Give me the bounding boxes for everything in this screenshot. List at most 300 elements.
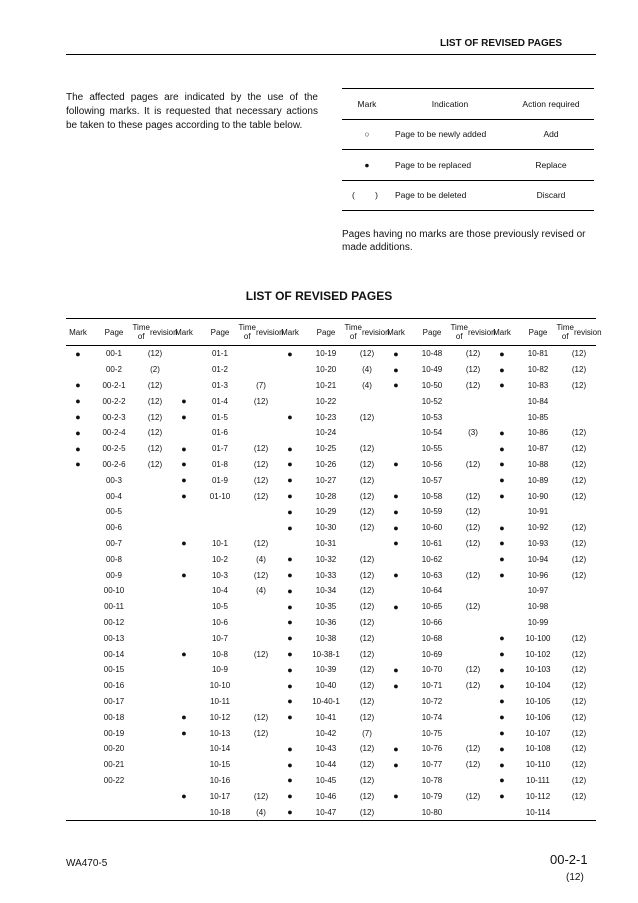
cell-revision [244,694,278,710]
header-time-of-revision [238,319,284,345]
cell-mark: ● [287,775,293,786]
cell-page: 10-94 [527,554,549,564]
row-group [490,551,596,567]
row-group [66,757,172,773]
cell-mark [384,725,408,741]
row-group [172,504,278,520]
cell-page: 10-55 [421,444,443,454]
row-group [384,615,490,631]
cell-page: 10-3 [211,570,228,580]
cell-mark [66,615,90,631]
header-group [66,319,178,345]
cell-page: 10-28 [315,491,337,501]
cell-revision: (12) [465,523,481,533]
cell-page: 10-17 [209,791,231,801]
cell-revision: (7) [256,380,266,390]
row-group [490,441,596,457]
cell-page: 10-54 [421,428,443,438]
cell-page: 10-23 [315,412,337,422]
cell-mark: ● [393,759,399,770]
cell-mark: ● [499,491,505,502]
cell-revision: (12) [147,349,163,359]
cell-mark [490,583,514,599]
row-group [172,393,278,409]
cell-mark [66,662,90,678]
cell-mark [384,393,408,409]
cell-revision [456,694,490,710]
cell-revision: (12) [571,712,587,722]
cell-page: 10-89 [527,475,549,485]
cell-page: 10-103 [525,665,551,675]
row-group [490,425,596,441]
cell-revision: (12) [571,554,587,564]
cell-mark: ● [499,364,505,375]
cell-revision [244,425,278,441]
row-group [172,346,278,362]
cell-mark [66,551,90,567]
row-group [384,346,490,362]
cell-page: 00-20 [103,744,125,754]
cell-mark: ● [393,380,399,391]
cell-mark [172,773,196,789]
header-revision: revision [255,327,284,337]
cell-revision [138,520,172,536]
cell-page: 00-3 [105,475,122,485]
row-group [66,615,172,631]
cell-revision [456,646,490,662]
page-header-title: LIST OF REVISED PAGES [440,38,563,49]
cell-revision: (12) [571,696,587,706]
cell-revision: (12) [253,475,269,485]
cell-mark [172,804,196,820]
cell-page: 00-6 [105,523,122,533]
row-group [384,457,490,473]
cell-page: 01-7 [211,444,228,454]
row-group [278,773,384,789]
cell-page: 00-2-6 [102,459,126,469]
cell-page: 10-79 [421,791,443,801]
cell-mark: ● [499,743,505,754]
cell-revision: (4) [256,554,266,564]
row-group [384,678,490,694]
table-row [66,615,596,631]
row-group [384,488,490,504]
header-mark: Mark [69,327,87,337]
cell-page: 10-48 [421,349,443,359]
cell-page: 10-70 [421,665,443,675]
row-group [66,567,172,583]
cell-revision: (2) [150,365,160,375]
cell-mark: ● [393,538,399,549]
row-group [278,757,384,773]
row-group [66,378,172,394]
cell-revision: (12) [359,712,375,722]
cell-revision [350,393,384,409]
cell-revision [456,725,490,741]
row-group [278,709,384,725]
cell-page: 10-86 [527,428,549,438]
row-group [172,773,278,789]
cell-mark: ● [499,570,505,581]
row-group [490,725,596,741]
cell-revision [138,741,172,757]
cell-mark: ● [393,791,399,802]
legend-header-mark: Mark [342,89,392,120]
cell-mark [384,709,408,725]
cell-page: 00-2-2 [102,396,126,406]
cell-revision: (4) [256,586,266,596]
cell-mark [172,551,196,567]
cell-mark: ● [75,427,81,438]
cell-revision: (12) [465,744,481,754]
cell-mark [384,694,408,710]
cell-mark [66,472,90,488]
cell-revision: (12) [253,791,269,801]
row-group [490,709,596,725]
header-page: Page [316,327,336,337]
cell-revision [456,583,490,599]
cell-page: 10-111 [526,775,550,785]
cell-revision: (12) [359,744,375,754]
row-group [490,346,596,362]
cell-page: 00-2-1 [102,380,126,390]
cell-page: 10-32 [315,554,337,564]
row-group [278,504,384,520]
row-group [278,615,384,631]
cell-mark: ● [287,696,293,707]
cell-revision [244,630,278,646]
header-page: Page [422,327,442,337]
cell-revision: (12) [359,775,375,785]
table-row [66,757,596,773]
cell-mark: ● [75,380,81,391]
cell-page: 00-1 [105,349,122,359]
cell-revision: (12) [359,696,375,706]
cell-revision: (12) [571,380,587,390]
row-group [66,393,172,409]
row-group [66,583,172,599]
cell-mark [66,362,90,378]
cell-page: 10-40 [315,681,337,691]
cell-mark: ● [287,712,293,723]
cell-mark [490,393,514,409]
cell-revision: (12) [359,586,375,596]
cell-mark [384,773,408,789]
cell-page: 10-61 [421,538,443,548]
table-row [66,804,596,820]
table-row [66,346,596,362]
cell-mark: ● [499,538,505,549]
row-group [172,583,278,599]
cell-page: 00-12 [103,617,125,627]
cell-page: 10-50 [421,380,443,390]
cell-mark [172,599,196,615]
table-row [66,472,596,488]
cell-revision [138,804,172,820]
row-group [278,678,384,694]
cell-page: 10-12 [209,712,231,722]
cell-mark: ● [287,443,293,454]
row-group [278,567,384,583]
row-group [66,441,172,457]
cell-page: 10-59 [421,507,443,517]
table-row [66,630,596,646]
cell-mark: ● [75,459,81,470]
cell-mark: ● [287,649,293,660]
row-group [490,583,596,599]
table-row [66,567,596,583]
cell-revision [456,409,490,425]
cell-page: 10-58 [421,491,443,501]
table-body [66,346,596,820]
cell-mark: ● [287,570,293,581]
row-group [172,678,278,694]
row-group [490,741,596,757]
cell-mark [278,378,302,394]
row-group [490,662,596,678]
row-group [172,694,278,710]
cell-revision: (12) [359,791,375,801]
cell-page: 10-65 [421,602,443,612]
row-group [66,409,172,425]
cell-mark [66,646,90,662]
cell-revision: (12) [465,491,481,501]
cell-revision [562,393,596,409]
cell-mark [66,709,90,725]
row-group [278,741,384,757]
cell-revision [456,551,490,567]
cell-revision: (12) [465,349,481,359]
legend-note: Pages having no marks are those previously revised or made additions. [342,229,586,253]
cell-revision [138,678,172,694]
row-group [490,646,596,662]
cell-revision: (12) [359,475,375,485]
row-group [490,378,596,394]
cell-revision: (12) [465,681,481,691]
cell-revision: (12) [359,570,375,580]
cell-revision [138,662,172,678]
cell-revision [562,409,596,425]
cell-revision [350,536,384,552]
cell-revision [244,615,278,631]
cell-page: 10-81 [527,349,549,359]
row-group [384,788,490,804]
cell-mark: ● [499,427,505,438]
cell-page: 10-15 [209,760,231,770]
cell-revision: (12) [253,538,269,548]
row-group [172,662,278,678]
cell-page: 00-14 [103,649,125,659]
row-group [384,694,490,710]
row-group [384,630,490,646]
cell-page: 10-27 [315,475,337,485]
row-group [278,346,384,362]
row-group [384,646,490,662]
cell-page: 10-52 [421,396,443,406]
cell-mark: ● [393,364,399,375]
legend-mark-delete [342,180,392,211]
cell-mark [384,425,408,441]
header-page: Page [104,327,124,337]
cell-page: 10-1 [211,538,228,548]
cell-mark [66,536,90,552]
cell-page: 10-87 [527,444,549,454]
footer-revision: (12) [566,872,584,883]
cell-page [196,504,244,520]
cell-page: 10-114 [525,807,551,817]
cell-mark: ● [393,459,399,470]
cell-page: 10-24 [315,428,337,438]
cell-mark [490,409,514,425]
header-time-of: Time of [238,323,256,341]
row-group [384,725,490,741]
cell-mark: ● [499,522,505,533]
cell-revision: (12) [359,444,375,454]
table-row [66,488,596,504]
cell-revision: (12) [571,665,587,675]
cell-page: 10-68 [421,633,443,643]
cell-mark: ● [287,506,293,517]
legend-indication-delete: Page to be deleted [392,180,508,211]
cell-revision: (12) [571,791,587,801]
cell-revision: (12) [465,665,481,675]
cell-page: 01-1 [211,349,228,359]
cell-revision [138,472,172,488]
mark-legend-table [342,88,594,211]
cell-revision [456,441,490,457]
header-mark: Mark [387,327,405,337]
header-time-of: Time of [344,323,362,341]
table-row [66,741,596,757]
cell-page: 10-5 [211,602,228,612]
cell-mark: ● [499,443,505,454]
row-group [278,409,384,425]
row-group [278,520,384,536]
header-time-of-revision [132,319,178,345]
cell-revision [244,520,278,536]
row-group [66,694,172,710]
cell-page: 10-93 [527,538,549,548]
row-group [278,488,384,504]
cell-page: 10-63 [421,570,443,580]
header-revision: revision [361,327,390,337]
table-row [66,536,596,552]
row-group [490,678,596,694]
cell-revision [244,409,278,425]
row-group [278,646,384,662]
legend-header-indication: Indication [392,89,508,120]
cell-revision: (12) [147,459,163,469]
cell-mark: ● [499,475,505,486]
cell-revision [456,773,490,789]
cell-page: 10-34 [315,586,337,596]
cell-revision [138,646,172,662]
row-group [172,709,278,725]
row-group [66,662,172,678]
row-group [172,646,278,662]
cell-revision: (12) [359,349,375,359]
row-group [384,709,490,725]
cell-mark [66,678,90,694]
cell-revision: (12) [465,365,481,375]
cell-revision [350,425,384,441]
cell-revision: (12) [147,428,163,438]
cell-mark [66,741,90,757]
row-group [384,583,490,599]
cell-page: 10-14 [209,744,231,754]
cell-revision: (12) [147,396,163,406]
row-group [384,362,490,378]
row-group [384,741,490,757]
cell-mark [384,472,408,488]
cell-mark: ● [181,475,187,486]
cell-mark [172,362,196,378]
cell-revision [138,630,172,646]
row-group [66,773,172,789]
cell-page: 10-82 [527,365,549,375]
table-row [66,646,596,662]
header-page: Page [210,327,230,337]
row-group [490,457,596,473]
cell-mark [172,378,196,394]
cell-revision: (12) [253,570,269,580]
cell-mark: ● [287,348,293,359]
cell-mark [384,615,408,631]
cell-mark: ● [499,380,505,391]
cell-mark [172,678,196,694]
cell-mark: ● [499,554,505,565]
cell-revision [562,504,596,520]
row-group [66,551,172,567]
row-group [66,678,172,694]
header-mark: Mark [281,327,299,337]
cell-page: 10-19 [315,349,337,359]
row-group [66,725,172,741]
row-group [490,393,596,409]
cell-page: 10-107 [525,728,551,738]
cell-page: 10-7 [211,633,228,643]
row-group [172,488,278,504]
cell-page: 10-26 [315,459,337,469]
row-group [384,520,490,536]
cell-revision [562,615,596,631]
cell-page: 10-43 [315,744,337,754]
cell-page: 10-96 [527,570,549,580]
header-time-of-revision [450,319,496,345]
row-group [172,362,278,378]
cell-mark: ● [393,522,399,533]
row-group [172,425,278,441]
cell-revision: (12) [465,459,481,469]
cell-page: 10-20 [315,365,337,375]
cell-mark [490,599,514,615]
row-group [384,551,490,567]
cell-mark [384,646,408,662]
cell-page: 10-66 [421,617,443,627]
cell-page: 10-6 [211,617,228,627]
cell-revision: (12) [571,538,587,548]
row-group [384,773,490,789]
cell-mark [66,488,90,504]
cell-mark: ● [181,649,187,660]
cell-revision: (12) [571,428,587,438]
cell-mark: ● [499,348,505,359]
row-group [490,488,596,504]
row-group [66,488,172,504]
cell-page: 10-4 [211,586,228,596]
legend-paren-close: ) [375,190,378,201]
cell-mark [172,757,196,773]
